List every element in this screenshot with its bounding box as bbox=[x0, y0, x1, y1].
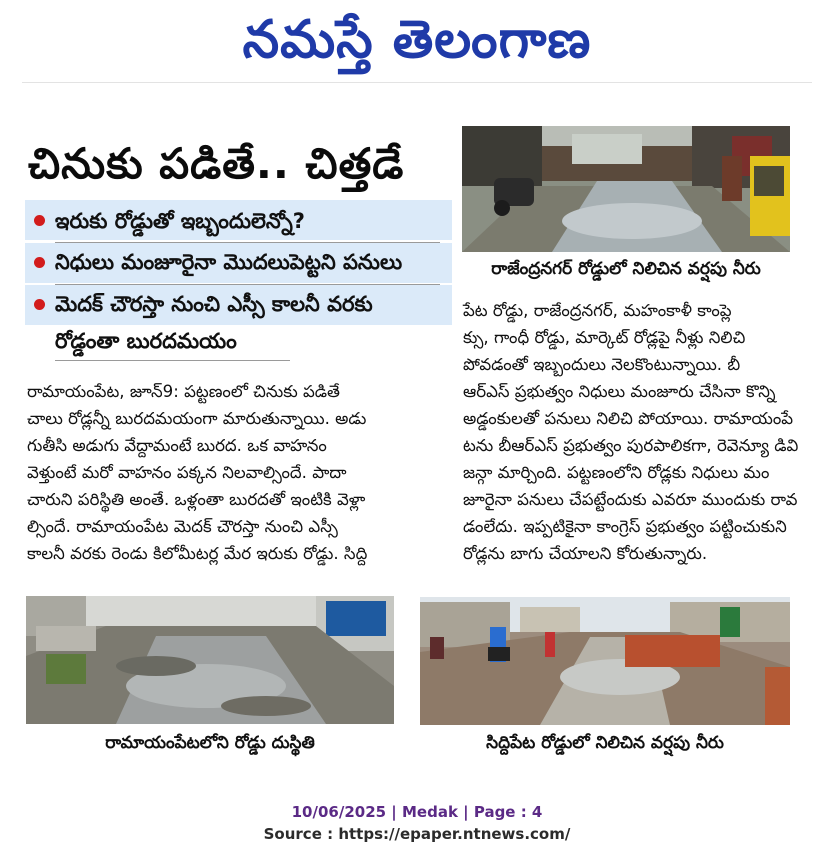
red-bullet-icon bbox=[34, 257, 45, 268]
body-line: రామాయంపేట, జూన్9: పట్టణంలో చినుకు పడితే bbox=[27, 382, 340, 401]
masthead-divider bbox=[22, 82, 812, 83]
photo-rajendranagar-road bbox=[462, 126, 790, 252]
body-line: చారుని పరిస్థితి అంతే. ఒళ్లంతా బురదతో ఇంటికి వెళ్లా bbox=[27, 490, 366, 509]
highlight-point-3: మెదక్ చౌరస్తా నుంచి ఎస్సీ కాలనీ వరకు bbox=[25, 285, 452, 325]
body-line: జన్గా మార్చింది. పట్టణంలోని రోడ్లకు నిధులు మం bbox=[463, 463, 770, 482]
edition-dateline: 10/06/2025 | Medak | Page : 4 bbox=[291, 803, 543, 821]
body-line: గుతీసి అడుగు వేద్దామంటే బురద. ఒక వాహనం bbox=[27, 436, 327, 455]
photo-caption-bottom-left: రామాయంపేటలోని రోడ్డు దుస్థితి bbox=[105, 733, 315, 753]
highlight-point-1: ఇరుకు రోడ్డుతో ఇబ్బందులెన్నో? bbox=[25, 200, 452, 240]
body-line: డంలేదు. ఇప్పటికైనా కాంగ్రెస్ ప్రభుత్వం పట్టించుకుని bbox=[463, 517, 787, 536]
damaged-road-illustration bbox=[26, 596, 394, 724]
photo-caption-top: రాజేంద్రనగర్ రోడ్డులో నిలిచిన వర్షపు నీరు bbox=[491, 259, 761, 279]
body-line: అడ్డంకులతో పనులు నిలిచి పోయాయి. రామాయంపే bbox=[463, 409, 794, 428]
article-body-left bbox=[27, 378, 367, 567]
highlight-divider bbox=[55, 360, 290, 361]
article-body-right bbox=[463, 297, 798, 567]
flooded-street-illustration bbox=[420, 597, 790, 725]
street-photo-illustration bbox=[462, 126, 790, 252]
highlight-point-3-continued: రోడ్డంతా బురదమయం bbox=[55, 329, 237, 353]
body-line: ఆర్ఎస్ ప్రభుత్వం నిధులు మంజూరు చేసినా కొన్ని bbox=[463, 382, 776, 401]
body-line: పోవడంతో ఇబ్బందులు నెలకొంటున్నాయి. బీ bbox=[463, 355, 741, 374]
red-bullet-icon bbox=[34, 215, 45, 226]
body-line: ల్సిందే. రామాయంపేట మెదక్ చౌరస్తా నుంచి ఎస్సీ bbox=[27, 517, 338, 536]
body-line: పేట రోడ్డు, రాజేంద్రనగర్, మహంకాళీ కాంప్లె bbox=[463, 301, 732, 320]
body-line: జూరైనా పనులు చేపట్టేందుకు ఎవరూ ముందుకు రావ bbox=[463, 490, 798, 509]
body-line: క్సు, గాంధీ రోడ్డు, మార్కెట్ రోడ్లపై నీళ్లు నిలిచి bbox=[463, 328, 746, 347]
red-bullet-icon bbox=[34, 299, 45, 310]
photo-siddipet-road bbox=[420, 597, 790, 725]
article-headline: చినుకు పడితే.. చిత్తడే bbox=[28, 139, 405, 188]
source-link[interactable]: Source : https://epaper.ntnews.com/ bbox=[263, 825, 571, 843]
body-line: టను బీఆర్ఎస్ ప్రభుత్వం పురపాలికగా, రెవెన్యూ డివి bbox=[463, 436, 799, 455]
body-line: రోడ్లను బాగు చేయాలని కోరుతున్నారు. bbox=[463, 544, 708, 563]
photo-caption-bottom-right: సిద్దిపేట రోడ్డులో నిలిచిన వర్షపు నీరు bbox=[486, 733, 724, 753]
photo-ramayampet-road bbox=[26, 596, 394, 724]
body-line: వెళ్తుంటే మరో వాహనం పక్కన నిలవాల్సిందే. పాదా bbox=[27, 463, 347, 482]
highlight-point-2: నిధులు మంజూరైనా మొదలుపెట్టని పనులు bbox=[25, 243, 452, 283]
highlights-panel bbox=[25, 198, 452, 364]
body-line: చాలు రోడ్లన్నీ బురదమయంగా మారుతున్నాయి. అడు bbox=[27, 409, 367, 428]
newspaper-masthead: నమస్తే తెలంగాణ bbox=[242, 10, 592, 70]
body-line: కాలనీ వరకు రెండు కిలోమీటర్ల మేర ఇరుకు రోడ్డు. సిద్ది bbox=[27, 544, 368, 563]
